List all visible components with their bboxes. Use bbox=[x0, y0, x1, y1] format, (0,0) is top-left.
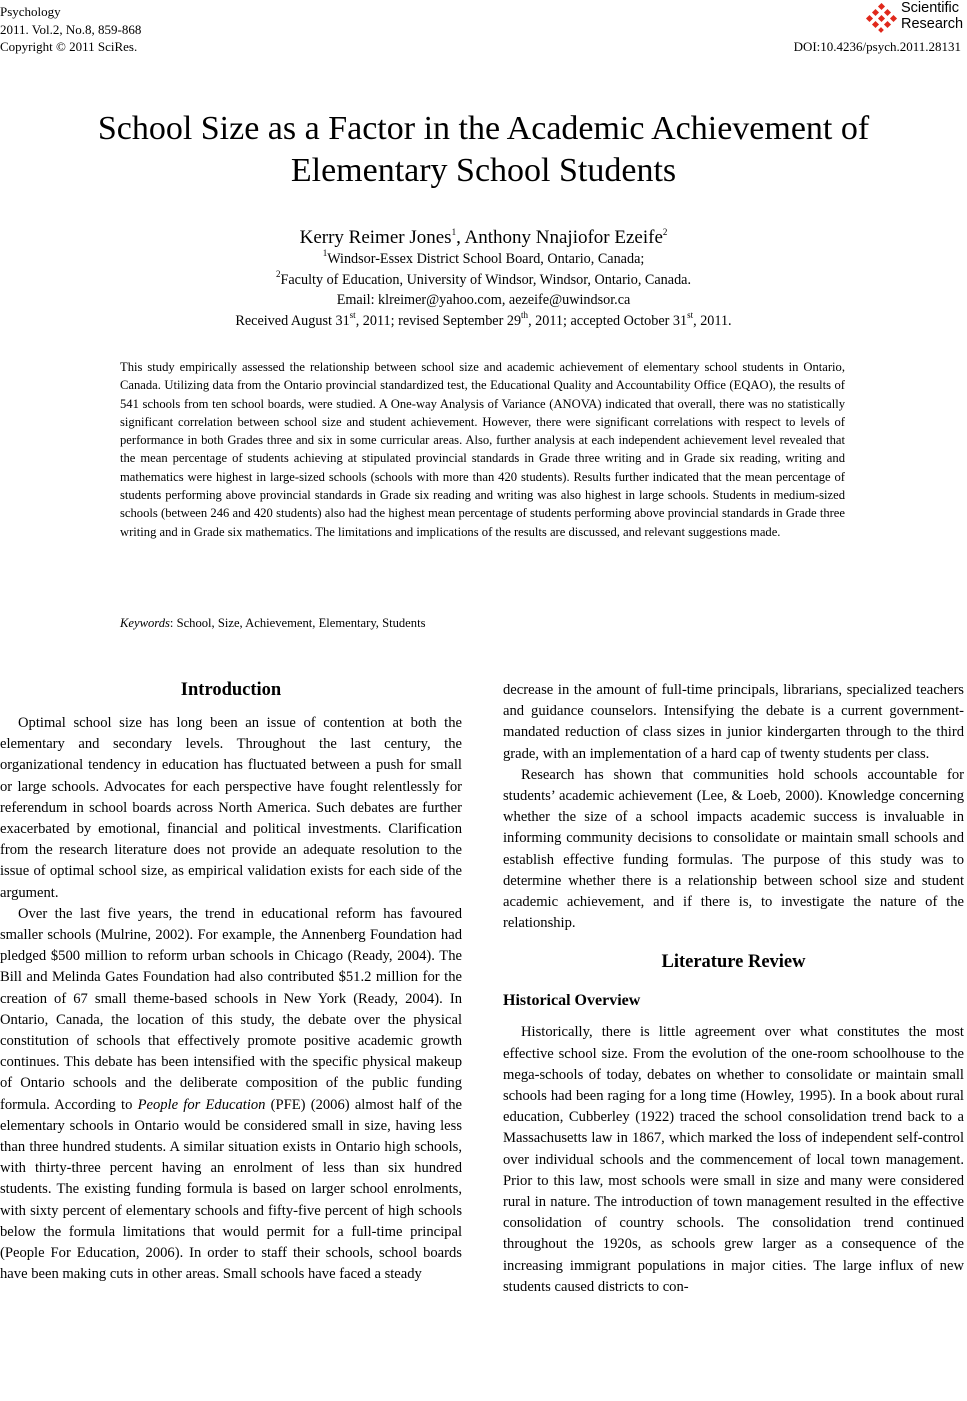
accepted-sup: st bbox=[687, 309, 694, 320]
journal-volume: 2011. Vol.2, No.8, 859-868 bbox=[0, 21, 142, 37]
publisher-logo[interactable] bbox=[865, 0, 963, 36]
revised-sup: th bbox=[521, 309, 529, 320]
author-1-affil: 1 bbox=[451, 226, 457, 237]
accepted-part: , 2011; accepted October 31 bbox=[528, 312, 688, 329]
affil-2-text: Faculty of Education, University of Windsor, Windsor, Ontario, Canada. bbox=[280, 271, 692, 288]
literature-review-heading: Literature Review bbox=[661, 952, 806, 973]
keywords-text: : School, Size, Achievement, Elementary, Students bbox=[169, 616, 426, 630]
intro-paragraph-2-continued: decrease in the amount of full-time principals, librarians, specialized teachers and guidance counselors. Intensifying the debate is a current government-mandated reduction of class sizes in junior kindergarten through to the third grade, with an implementation of a hard cap of twenty students per class. bbox=[503, 682, 964, 762]
scirp-logo-icon bbox=[865, 3, 899, 33]
abstract: This study empirically assessed the relationship between school size and academic achievement of elementary school students in Ontario, Canada. Utilizing data from the Ontario provincial standardized test, the Educational Quality and Accountability Office (EQAO), the results of 541 schools from ten school boards, were studied. A One-way Analysis of Variance (ANOVA) indicated that overall, there was no statistically significant correlation between school size and student achievement. However, there were significant correlations with respect to levels of performance in both Grades three and six in some curricular areas. Also, further analysis at each independent achievement level revealed that the mean percentage of students achieving at stipulated provincial standards in Grade three writing and in Grade six reading, writing and mathematics were highest in large-sized schools (schools with more than 420 students). Results further indicated that the mean percentage of students performing above provincial standards in Grade six reading and writing was also highest in large schools. Students in medium-sized schools (between 246 and 420 students) also had the highest mean percentage of students performing above provincial standards in Grade three writing and in Grade six mathematics. The limitations and implications of the results are discussed, and relevant suggestions made. bbox=[120, 360, 845, 539]
author-1: Kerry Reimer Jones bbox=[299, 227, 452, 248]
affil-1-sup: 1 bbox=[322, 248, 328, 259]
historical-paragraph-1: Historically, there is little agreement over what constitutes the most effective school size. From the evolution of the one-room schoolhouse to the mega-schools of today, debates on whether to consolidate or maintain small schools had been raging for a long time (Howley, 1995). In a book about rural education, Cubberley (1922) traced the school consolidation trend back to a Massachusetts law in 1867, which marked the loss of independent self-control over individual schools and the commencement of local town management. Prior to this law, most schools were small in size and many were considered rural in nature. The introduction of town management resulted in the effective consolidation of country schools. The consolidation trend continued throughout the 1920s, as schools grew larger as a consequence of the increasing immigrant populations in major cities. The large influx of new students caused districts to con- bbox=[503, 1024, 964, 1295]
received-dates bbox=[0, 311, 967, 332]
pfe-citation: People for Education bbox=[137, 1096, 266, 1113]
affiliation-2 bbox=[0, 270, 967, 291]
keywords-label: Keywords bbox=[120, 616, 170, 630]
author-list bbox=[0, 226, 967, 250]
received-sup: st bbox=[349, 309, 356, 320]
historical-overview-heading: Historical Overview bbox=[503, 992, 641, 1010]
revised-part: , 2011; revised September 29 bbox=[355, 312, 522, 329]
left-column bbox=[0, 677, 462, 1285]
intro-paragraph-1: Optimal school size has long been an issue of contention at both the elementary and secondary levels. Throughout the last century, the organizational tendency in education has fluctuated between a push for small or large schools. Advocates for each perspective have fought relentlessly for referendum in school boards across North America. Such debates are further exacerbated by emotional, financial and political investments. Clarification from the research literature does not provide an adequate resolution to the issue of optimal school size, as empirical validation exists for each side of the argument. bbox=[0, 715, 462, 901]
email-line[interactable]: Email: klreimer@yahoo.com, aezeife@uwindsor.ca bbox=[336, 292, 631, 308]
keywords bbox=[120, 614, 845, 632]
affiliations bbox=[0, 249, 967, 331]
affil-1-text: Windsor-Essex District School Board, Ontario, Canada; bbox=[327, 251, 645, 267]
right-column bbox=[503, 680, 964, 1298]
title-line-1: School Size as a Factor in the Academic Achievement of bbox=[97, 110, 870, 147]
received-part: Received August 31 bbox=[235, 312, 350, 329]
affiliation-1 bbox=[0, 249, 967, 270]
affil-2-sup: 2 bbox=[275, 268, 281, 279]
paper-title bbox=[0, 108, 967, 192]
author-2-affil: 2 bbox=[662, 226, 668, 237]
introduction-heading: Introduction bbox=[180, 680, 282, 700]
logo-line1: Scientific bbox=[901, 0, 960, 16]
copyright: Copyright © 2011 SciRes. bbox=[0, 39, 138, 54]
logo-line2: Research bbox=[901, 16, 964, 32]
intro-paragraph-2 bbox=[0, 904, 462, 1286]
author-2: , Anthony Nnajiofor Ezeife bbox=[456, 227, 663, 248]
intro-paragraph-2a: Over the last five years, the trend in educational reform has favoured smaller schools (Mulrine, 2002). For example, the Annenberg Foundation had pledged $500 million to reform urban schools in Chicago (Ready, 2004). The Bill and Melinda Gates Foundation had also contributed $51.2 million for the creation of 67 small theme-based schools in New York (Ready, 2004). In Ontario, Canada, the location of this study, the debate over the physical constitution of schools that effectively promote positive academic growth continues. This debate has been intensified with the specific physical makeup of Ontario schools and the deliberate composition of the public funding formula. According to bbox=[0, 905, 462, 1113]
accepted-year: , 2011. bbox=[693, 312, 732, 329]
journal-name: Psychology bbox=[0, 4, 61, 19]
journal-header bbox=[0, 3, 141, 56]
doi[interactable]: DOI:10.4236/psych.2011.28131 bbox=[793, 39, 961, 54]
intro-paragraph-2b: (PFE) (2006) almost half of the elementary schools in Ontario would be considered small in size, having less than three hundred students. A similar situation exists in Ontario high schools, with thirty-three percent having an enrolment of less than six hundred students. The existing funding formula is based on larger school enrolments, with sixty percent of elementary schools and fifty-five percent of high schools below the formula limitations that would permit for a full-time principal (People For Education, 2006). In order to staff their schools, school boards have been making cuts in other areas. Small schools have faced a steady bbox=[0, 1096, 462, 1283]
intro-paragraph-3: Research has shown that communities hold schools accountable for students’ academic achievement (Lee, & Loeb, 2000). Knowledge concerning whether the size of a school impacts academic success is invaluable in informing community decisions to consolidate or maintain small schools and establish effective funding formulas. The purpose of this study was to determine whether there is a relationship between school size and student academic achievement, and if there is, to investigate the nature of the relationship. bbox=[503, 766, 964, 932]
title-line-2: Elementary School Students bbox=[290, 152, 677, 189]
logo-wordmark bbox=[901, 0, 963, 32]
